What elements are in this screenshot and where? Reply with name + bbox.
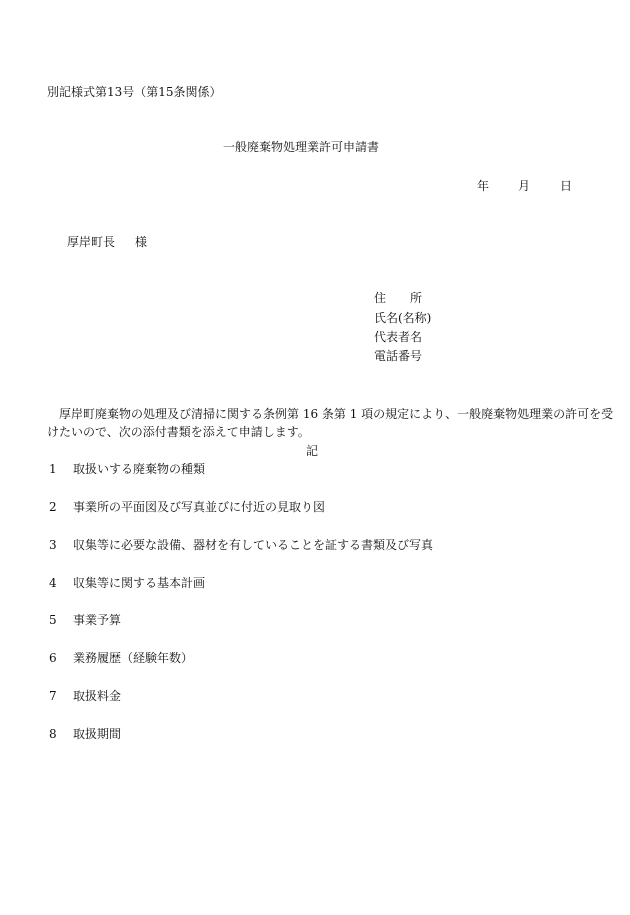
item-number: 3 <box>49 538 57 552</box>
attachment-item <box>49 461 205 477</box>
item-text: 取扱期間 <box>73 727 122 741</box>
applicant-address-label <box>374 290 422 306</box>
attachment-item <box>49 650 193 666</box>
intro-paragraph: 厚岸町廃棄物の処理及び清掃に関する条例第 16 条第 1 項の規定により、一般廃棄物処理業の許可を受けたいので、次の添付書類を添えて申請します。 <box>47 407 614 439</box>
item-number: 1 <box>49 462 57 476</box>
form-number: 別記様式第13号（第15条関係） <box>47 85 222 99</box>
attachment-item <box>49 612 121 628</box>
applicant-phone-label: 電話番号 <box>374 349 423 363</box>
record-heading: 記 <box>306 444 319 458</box>
attachment-item <box>49 688 121 704</box>
item-number: 4 <box>49 576 57 590</box>
applicant-name-label: 氏名(名称) <box>374 311 432 325</box>
item-number: 7 <box>49 689 57 703</box>
date-month-label: 月 <box>518 179 531 193</box>
item-text: 取扱いする廃棄物の種類 <box>73 462 206 476</box>
date-year-label: 年 <box>477 179 490 193</box>
item-text: 収集等に関する基本計画 <box>73 576 206 590</box>
item-text: 業務履歴（経験年数） <box>73 651 194 665</box>
applicant-representative-label: 代表者名 <box>374 330 423 344</box>
document-title: 一般廃棄物処理業許可申請書 <box>223 140 380 154</box>
addressee-honorific: 様 <box>135 235 148 249</box>
date-day-label: 日 <box>560 179 573 193</box>
applicant-address-label-part1: 住 <box>374 291 387 305</box>
item-text: 取扱料金 <box>73 689 122 703</box>
attachment-item <box>49 726 121 742</box>
item-text: 収集等に必要な設備、器材を有していることを証する書類及び写真 <box>73 538 434 552</box>
item-number: 2 <box>49 500 57 514</box>
item-number: 6 <box>49 651 57 665</box>
attachment-item <box>49 575 205 591</box>
item-text: 事業所の平面図及び写真並びに付近の見取り図 <box>73 500 326 514</box>
item-text: 事業予算 <box>73 613 122 627</box>
item-number: 8 <box>49 727 57 741</box>
attachment-item <box>49 499 325 515</box>
applicant-address-label-part2: 所 <box>410 291 423 305</box>
item-number: 5 <box>49 613 57 627</box>
attachment-item <box>49 537 433 553</box>
addressee-name: 厚岸町長 <box>67 235 116 249</box>
